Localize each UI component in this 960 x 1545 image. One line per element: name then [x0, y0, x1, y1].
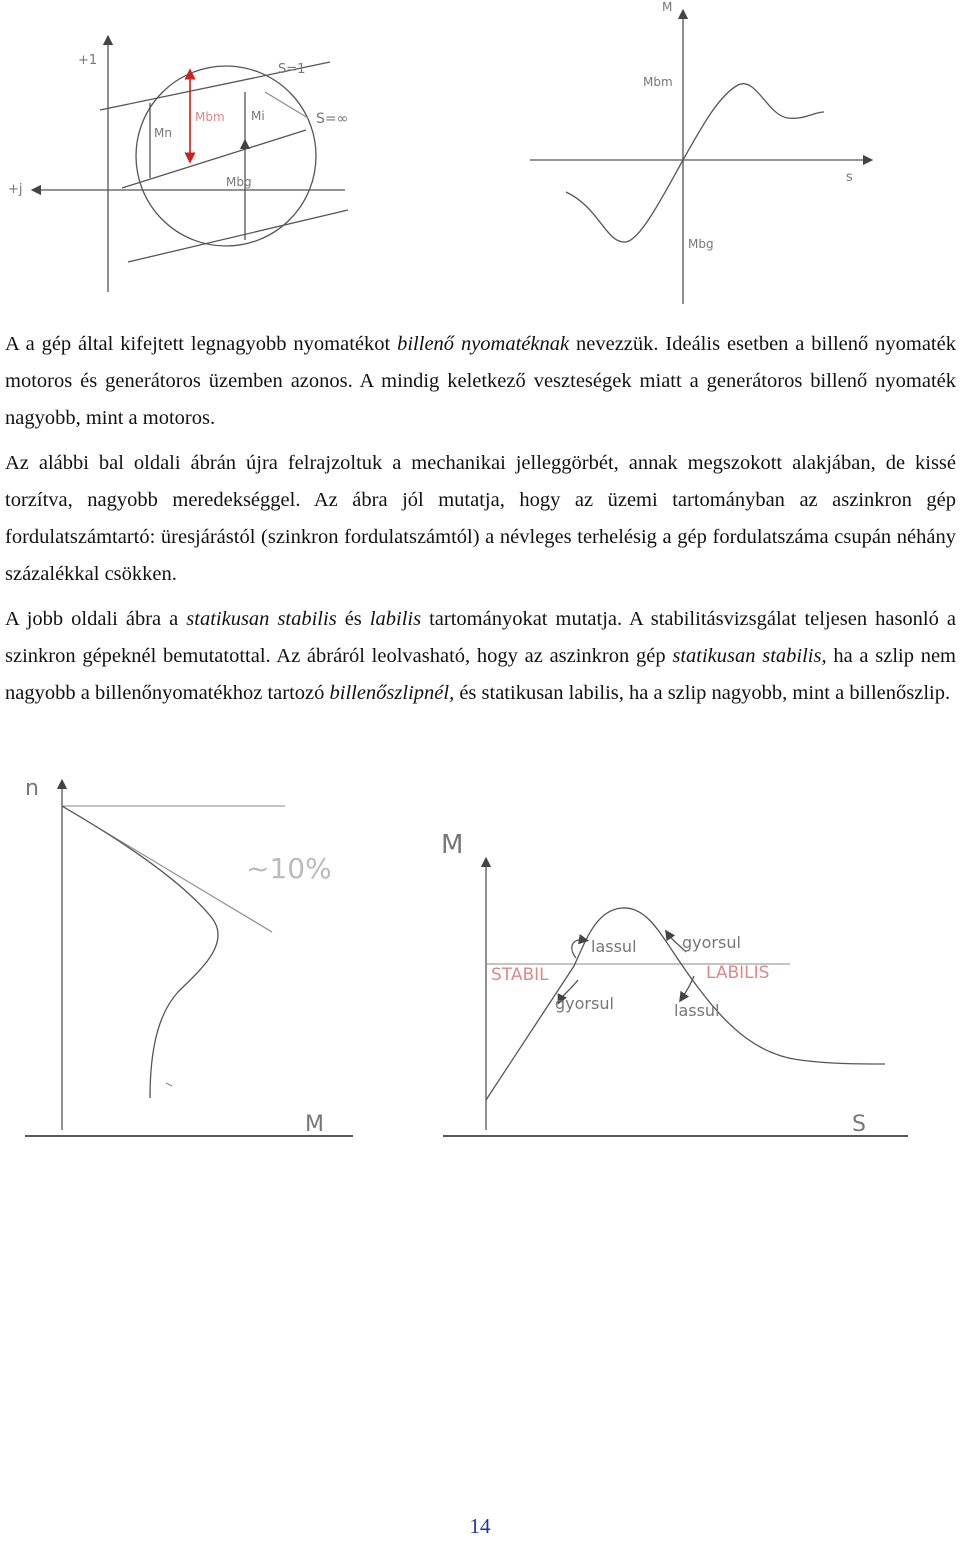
- label-lassul-left: lassul: [591, 937, 637, 956]
- p1-s2: billenő nyomatéknak: [397, 333, 570, 355]
- label-percent: ~10%: [246, 852, 332, 885]
- p3-s8: billenőszlipnél,: [329, 682, 455, 704]
- label-labilis: LABILIS: [706, 963, 770, 983]
- p3-s6: statikusan stabilis: [672, 645, 822, 667]
- n-m-curve: [62, 806, 218, 1098]
- label-plus-one: +1: [78, 53, 98, 68]
- paragraph-2: [5, 445, 956, 593]
- label-mbg: Mbg: [226, 175, 252, 189]
- p3-s9: és statikusan labilis, ha a szlip nagyobb, mint a billenőszlip.: [454, 682, 951, 704]
- arrow-right-down: [682, 976, 694, 998]
- label-lassul-right: lassul: [674, 1001, 720, 1020]
- label-gyorsul-right: gyorsul: [682, 933, 741, 952]
- p3-s4: labilis: [369, 608, 422, 630]
- label-s-stab: S: [852, 1112, 866, 1137]
- speed-torque-diagram: [0, 760, 380, 1160]
- p2-s1: Az alábbi bal oldali ábrán újra felrajzoltuk a mechanikai jelleggörbét, annak megszokott alakjában, de kissé torzítva, nagyobb meredekséggel. Az ábra jól mutatja, hogy az üzemi tartományban az aszinkron gép fordulatszámtartó: üresjárástól (szinkron fordulatszámtól) a névleges terhelésig a gép fordulatszáma csupán néhány százalékkal csökken.: [5, 452, 956, 585]
- body-text: [5, 326, 956, 712]
- label-s-one: S=1: [278, 62, 306, 77]
- small-tick: [166, 1083, 172, 1086]
- p1-s1: A a gép által kifejtett legnagyobb nyomatékot: [5, 333, 398, 355]
- stability-diagram: [400, 810, 920, 1150]
- label-mbm-right: Mbm: [643, 75, 673, 89]
- label-m-stab: M: [441, 830, 464, 860]
- label-mbg-right: Mbg: [688, 237, 714, 251]
- label-s-axis: s: [846, 170, 853, 185]
- label-mn: Mn: [154, 126, 172, 140]
- page-number: 14: [469, 1514, 491, 1538]
- label-n: n: [25, 776, 39, 801]
- p1-s3: nevezzük. Ideális esetben a billenő nyomaték motoros és generátoros üzemben azonos. A mindig keletkező veszteségek miatt a generátoros billenő nyomaték nagyobb, mint a motoros.: [5, 333, 956, 429]
- label-plus-j: +j: [8, 182, 23, 197]
- p3-s7: , ha a szlip nem nagyobb a billenőnyomatékhoz tartozó: [5, 645, 956, 704]
- label-m-axis: M: [662, 0, 673, 14]
- label-s-inf: S=∞: [316, 111, 349, 127]
- torque-curve: [566, 84, 824, 242]
- paragraph-1: [5, 326, 956, 437]
- label-stabil: STABIL: [491, 965, 549, 985]
- paragraph-3: [5, 601, 956, 712]
- label-mbm: Mbm: [195, 110, 225, 124]
- label-gyorsul-left: gyorsul: [555, 994, 614, 1013]
- p3-s2: statikusan stabilis: [186, 608, 337, 630]
- p3-s1: A jobb oldali ábra a: [5, 608, 187, 630]
- p3-s3: és: [336, 608, 370, 630]
- label-m-bottom: M: [305, 1112, 324, 1137]
- label-mi: Mi: [251, 109, 265, 123]
- torque-slip-diagram: [0, 0, 960, 310]
- p3-s5: tartományokat mutatja. A stabilitásvizsgálat teljesen hasonló a szinkron gépeknél bemutatottal. Az ábráról leolvasható, hogy az aszinkron gép: [5, 608, 956, 667]
